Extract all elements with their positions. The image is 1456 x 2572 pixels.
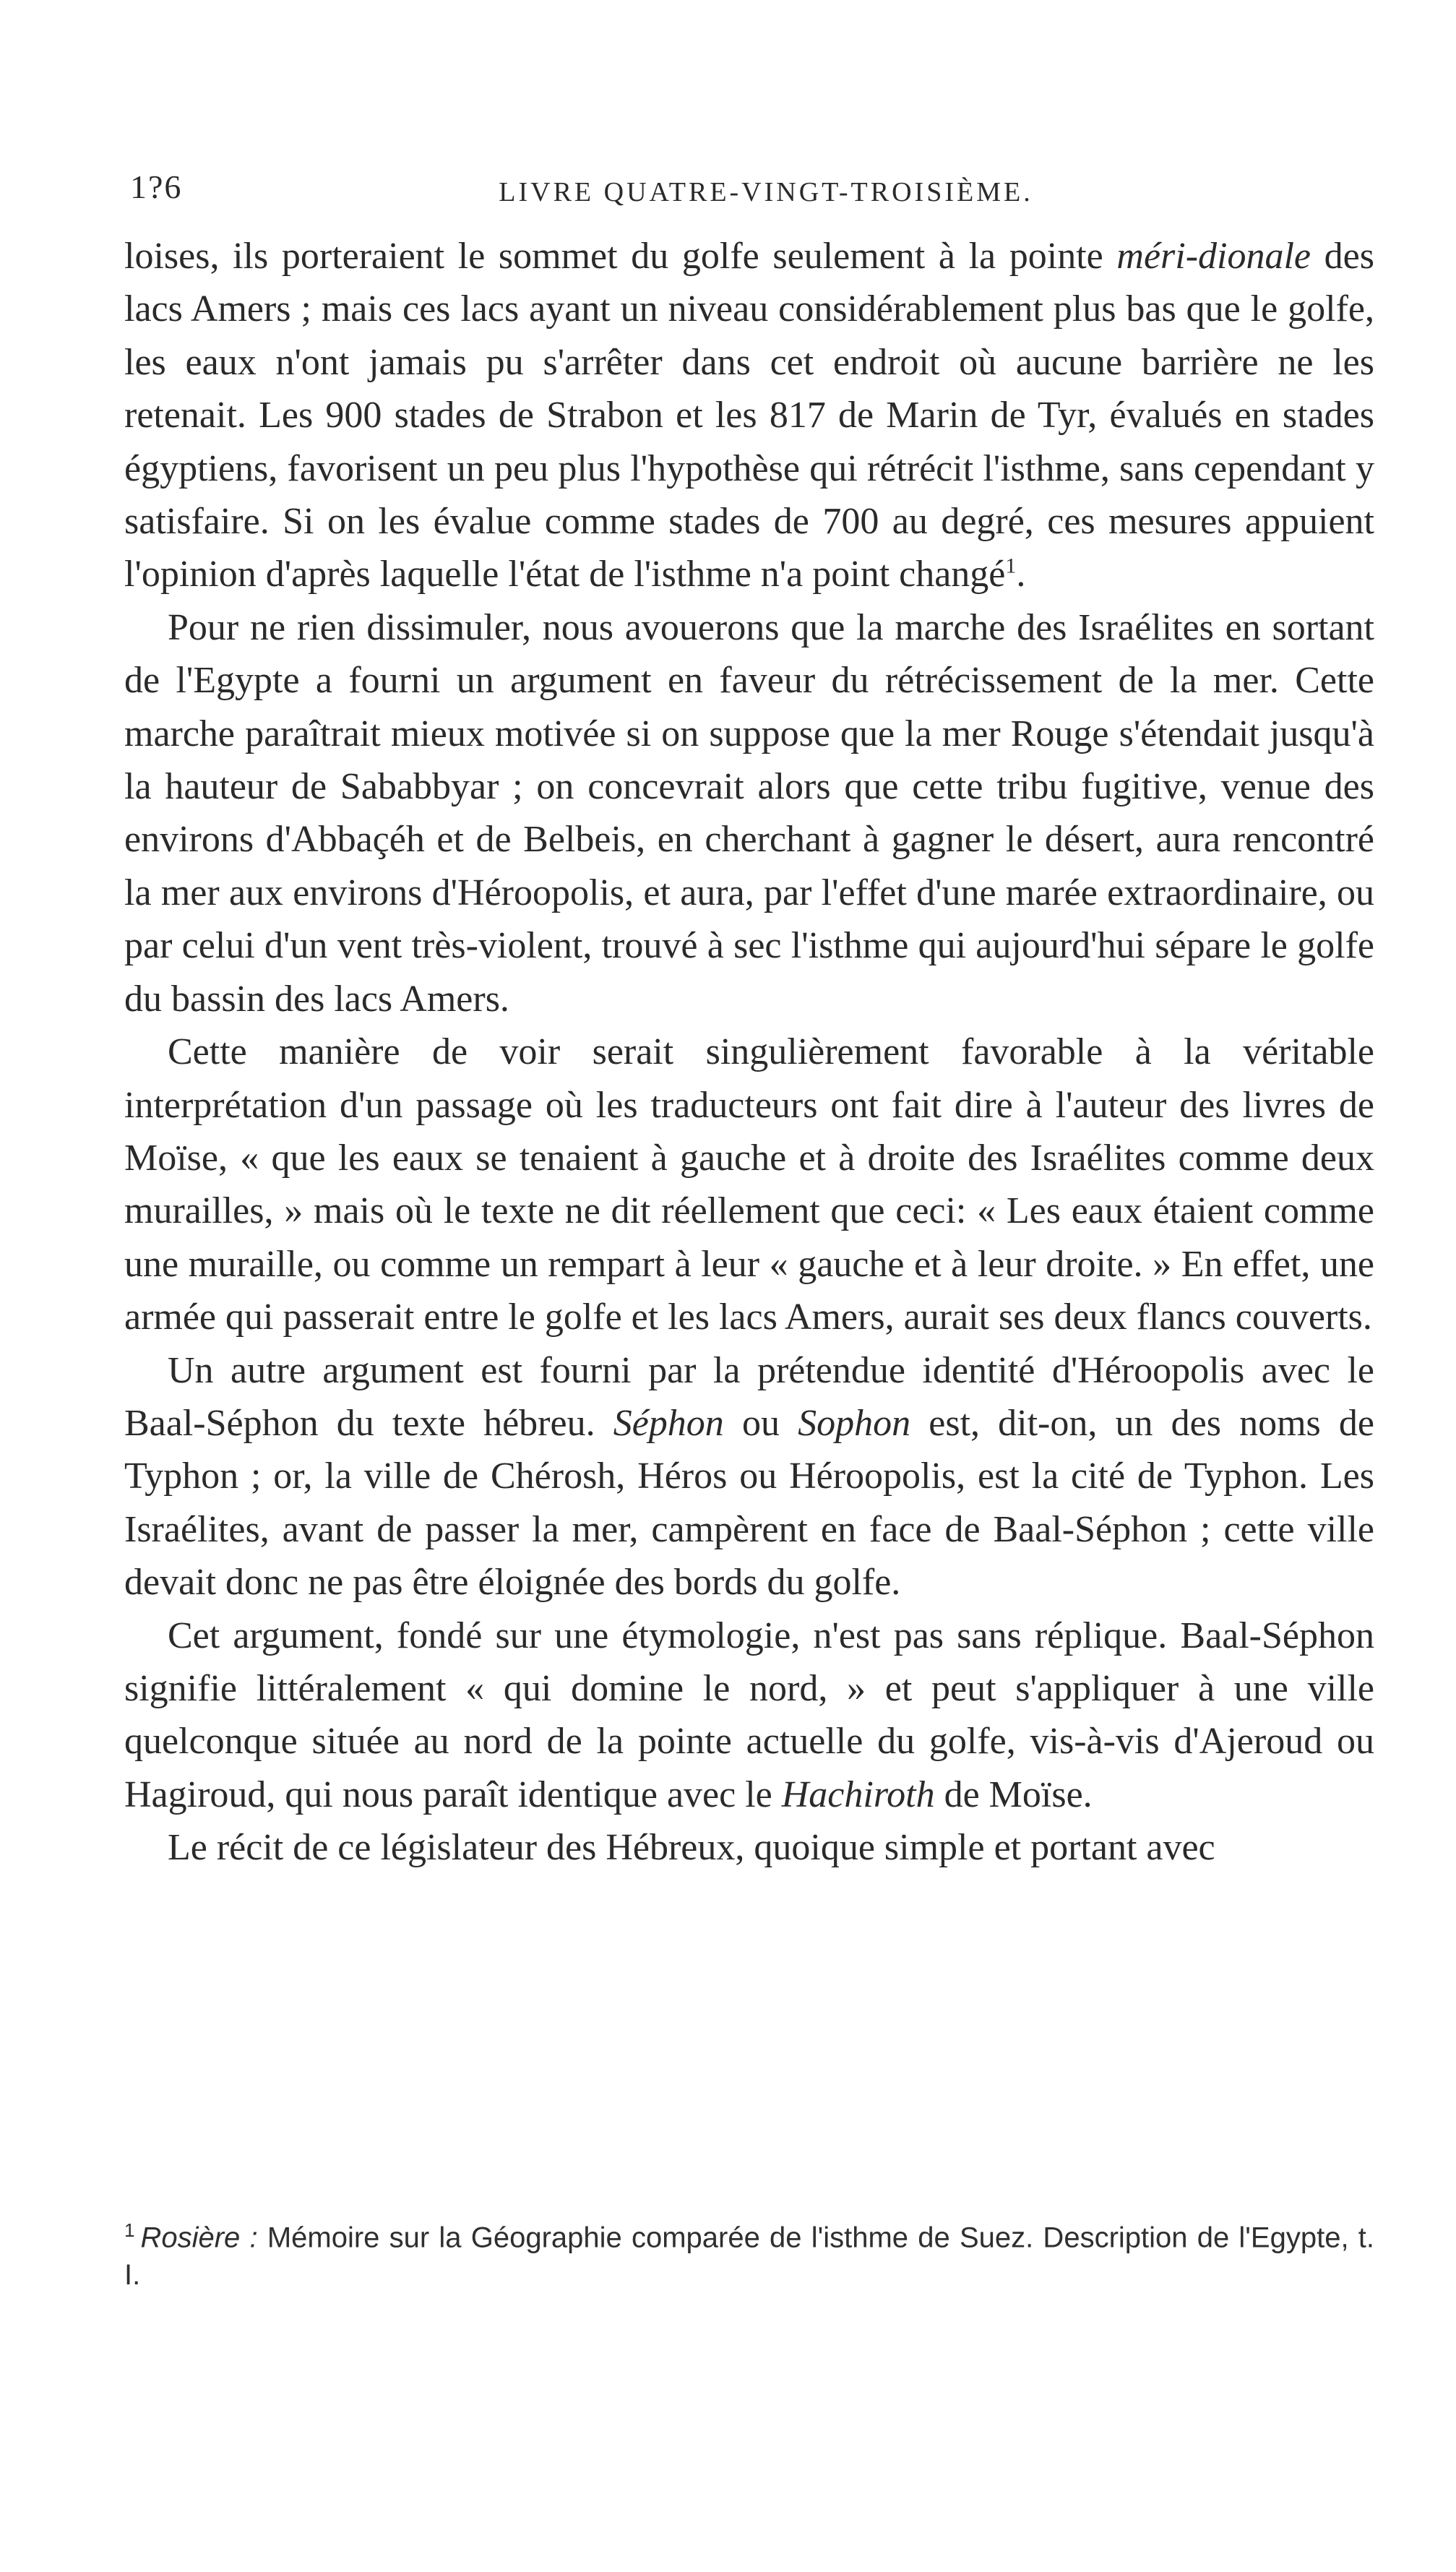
paragraph-6: Le récit de ce législateur des Hébreux, quoique simple et portant avec xyxy=(168,1827,1215,1869)
paragraph-2: Pour ne rien dissimuler, nous avouerons que la marche des Israélites en sortant de l'Egypte a fourni un argument en faveur du rétrécissement de la mer. Cette marche paraîtrait mieux motivée si on suppose que la mer Rouge s'étendait jusqu'à la hauteur de Sababbyar ; on concevrait alors que cette tribu fugitive, venue des environs d'Abbaçéh et de Belbeis, en cherchant à gagner le désert, aura rencontré la mer aux environs d'Héroopolis, et aura, par l'effet d'une marée extraordinaire, ou par celui d'un vent très-violent, trouvé à sec l'isthme qui aujourd'hui sépare le golfe du bassin des lacs Amers. xyxy=(124,606,1374,1020)
paragraph-3: Cette manière de voir serait singulièrement favorable à la véritable interprétation d'un passage où les traducteurs ont fait dire à l'auteur des livres de Moïse, « que les eaux se tenaient à gauche et à droite des Israélites comme deux murailles, » mais où le texte ne dit réellement que ceci: « Les eaux étaient comme une muraille, ou comme un rempart à leur « gauche et à leur droite. » En effet, une armée qui passerait entre le golfe et les lacs Amers, aurait ses deux flancs couverts. xyxy=(124,1031,1374,1338)
paragraph-4: Un autre argument est fourni par la prétendue identité d'Héroopolis avec le Baal-Séphon du texte hébreu. Séphon ou Sophon est, dit-on, un des noms de Typhon ; or, la ville de Chérosh, Héros ou Héroopolis, est la cité de Typhon. Les Israélites, avant de passer la mer, campèrent en face de Baal-Séphon ; cette ville devait donc ne pas être éloignée des bords du golfe. xyxy=(124,1349,1375,1604)
footnote-author: Rosière : xyxy=(140,2222,258,2254)
page-header xyxy=(130,168,1373,225)
footnote-mark: 1 xyxy=(124,2219,135,2241)
paragraph-5: Cet argument, fondé sur une étymologie, n'est pas sans réplique. Baal-Séphon signifie littéralement « qui domine le nord, » et peut s'appliquer à une ville quelconque située au nord de la pointe actuelle du golfe, vis-à-vis d'Ajeroud ou Hagiroud, qui nous paraît identique avec le Hachiroth de Moïse. xyxy=(124,1614,1374,1815)
body-text xyxy=(124,230,1374,1875)
paragraph-1: loises, ils porteraient le sommet du golfe seulement à la pointe méri-dionale des lacs Amers ; mais ces lacs ayant un niveau considérablement plus bas que le golfe, les eaux n'ont jamais pu s'arrêter dans cet endroit où aucune barrière ne les retenait. Les 900 stades de Strabon et les 817 de Marin de Tyr, évalués en stades égyptiens, favorisent un peu plus l'hypothèse qui rétrécit l'isthme, sans cependant y satisfaire. Si on les évalue comme stades de 700 au degré, ces mesures appuient l'opinion d'après laquelle l'état de l'isthme n'a point changé$^1$. xyxy=(124,236,1374,595)
page-number: 1?6 xyxy=(130,168,183,205)
running-title: LIVRE QUATRE-VINGT-TROISIÈME. xyxy=(499,177,1033,207)
footnote-ref: 1 xyxy=(1005,554,1017,579)
footnote-text: Mémoire sur la Géographie comparée de l'isthme de Suez. Description de l'Egypte, t. I. xyxy=(124,2222,1374,2292)
footnote xyxy=(124,2211,1374,2294)
